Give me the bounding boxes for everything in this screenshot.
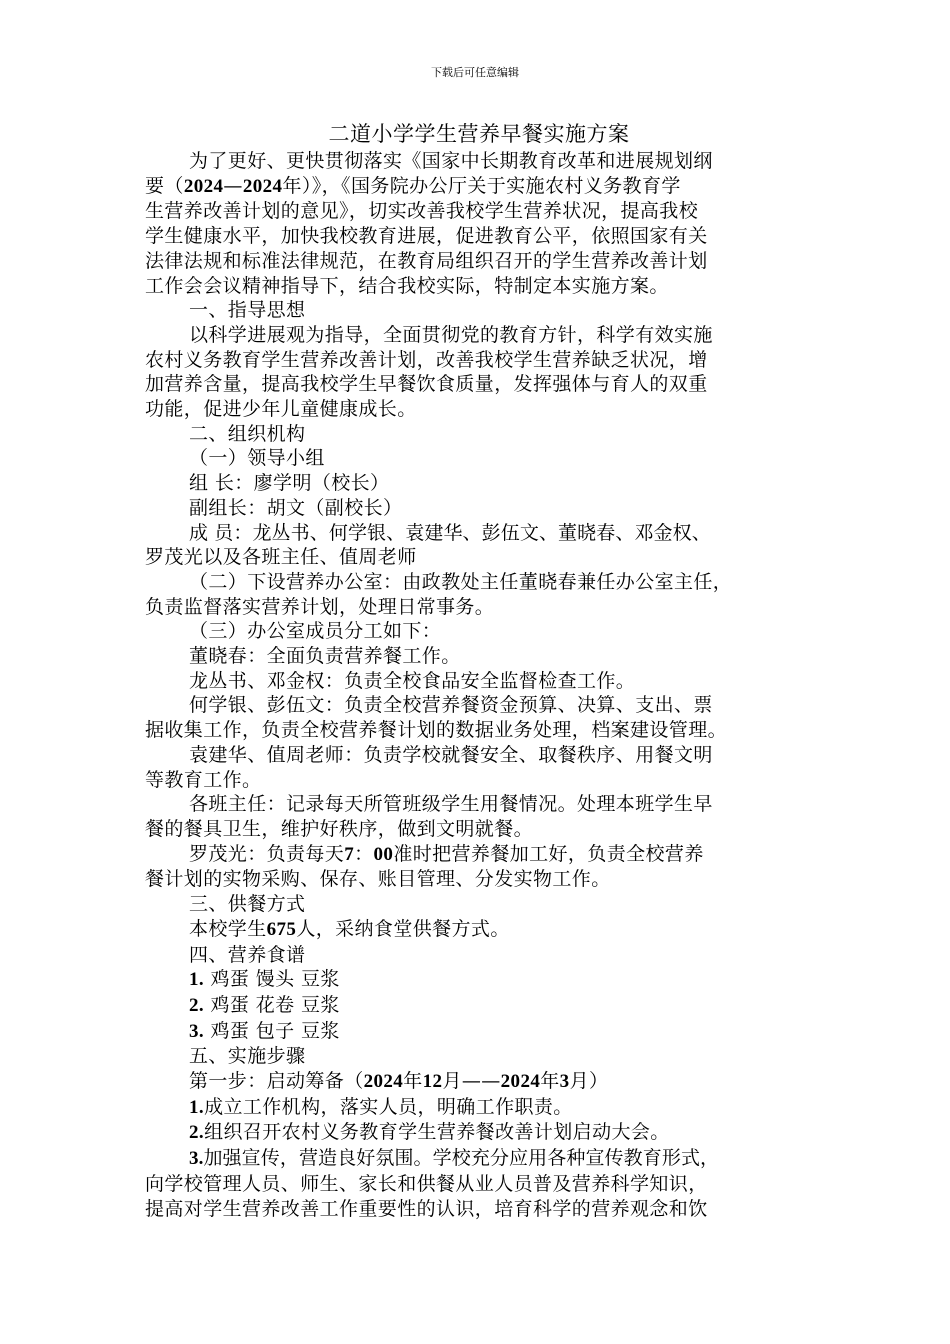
text-line: 向学校管理人员、师生、家长和供餐从业人员普及营养科学知识，: [145, 1172, 708, 1195]
document-body: [145, 120, 813, 1221]
text-line: 副组长：胡文（副校长）: [189, 496, 403, 519]
text-line: 一、指导思想: [189, 299, 306, 322]
text-line: 2. 鸡蛋 花卷 豆浆: [189, 993, 340, 1016]
text-line: 董晓春：全面负责营养餐工作。: [189, 645, 461, 668]
text-line: 四、营养食谱: [189, 943, 306, 966]
text-line: （三）办公室成员分工如下：: [189, 620, 442, 643]
text-line: 提高对学生营养改善工作重要性的认识，培育科学的营养观念和饮: [145, 1197, 708, 1220]
text-line: 组 长：廖学明（校长）: [189, 472, 390, 495]
text-line: 罗茂光：负责每天7：00准时把营养餐加工好，负责全校营养: [189, 842, 704, 865]
text-line: 罗茂光以及各班主任、值周老师: [145, 546, 417, 569]
text-line: 生营养改善计划的意见》，切实改善我校学生营养状况，提高我校: [145, 200, 699, 223]
document-lines: [145, 149, 813, 1221]
text-line: 法律法规和标准法律规范，在教育局组织召开的学生营养改善计划: [145, 249, 708, 272]
text-line: 学生健康水平，加快我校教育进展，促进教育公平，依照国家有关: [145, 225, 708, 248]
text-line: 第一步：启动筹备（2024年12月——2024年3月）: [189, 1070, 609, 1093]
text-line: 龙丛书、邓金权：负责全校食品安全监督检查工作。: [189, 669, 636, 692]
text-line: 加营养含量，提高我校学生早餐饮食质量，发挥强体与育人的双重: [145, 373, 708, 396]
text-line: 功能，促进少年儿童健康成长。: [145, 398, 417, 421]
text-line: 负责监督落实营养计划，处理日常事务。: [145, 595, 495, 618]
text-line: 据收集工作，负责全校营养餐计划的数据业务处理，档案建设管理。: [145, 719, 728, 742]
text-line: 为了更好、更快贯彻落实《国家中长期教育改革和进展规划纲: [189, 150, 713, 172]
text-line: 1.成立工作机构，落实人员，明确工作职责。: [189, 1095, 573, 1118]
text-line: 3. 鸡蛋 包子 豆浆: [189, 1019, 340, 1042]
text-line: 1. 鸡蛋 馒头 豆浆: [189, 968, 340, 991]
text-line: 工作会会议精神指导下，结合我校实际，特制定本实施方案。: [145, 274, 669, 297]
text-line: 本校学生675人，采纳食堂供餐方式。: [189, 917, 510, 940]
text-line: 五、实施步骤: [189, 1045, 306, 1068]
text-line: 成 员：龙丛书、何学银、袁建华、彭伍文、董晓春、邓金权、: [189, 521, 711, 544]
text-line: 何学银、彭伍文：负责全校营养餐资金预算、决算、支出、票: [189, 694, 713, 717]
text-line: 二、组织机构: [189, 422, 306, 445]
document-title: 二道小学学生营养早餐实施方案: [328, 122, 630, 146]
text-line: 餐的餐具卫生，维护好秩序，做到文明就餐。: [145, 817, 534, 840]
page-header-note: 下载后可任意编辑: [431, 66, 519, 79]
text-line: 餐计划的实物采购、保存、账目管理、分发实物工作。: [145, 868, 611, 891]
text-line: 要（2024—2024年）》，《国务院办公厅关于实施农村义务教育学: [145, 174, 681, 197]
text-line: 3.加强宣传，营造良好氛围。学校充分应用各种宣传教育形式，: [189, 1147, 720, 1170]
text-line: 以科学进展观为指导，全面贯彻党的教育方针，科学有效实施: [189, 323, 713, 346]
text-line: 各班主任：记录每天所管班级学生用餐情况。处理本班学生早: [189, 793, 713, 816]
text-line: 袁建华、值周老师：负责学校就餐安全、取餐秩序、用餐文明: [189, 743, 713, 766]
text-line: 农村义务教育学生营养改善计划，改善我校学生营养缺乏状况，增: [145, 348, 708, 371]
text-line: 三、供餐方式: [189, 893, 306, 916]
text-line: 等教育工作。: [145, 768, 262, 791]
text-line: （一）领导小组: [189, 447, 325, 470]
text-line: 2.组织召开农村义务教育学生营养餐改善计划启动大会。: [189, 1121, 670, 1144]
text-line: （二）下设营养办公室：由政教处主任董晓春兼任办公室主任，: [189, 570, 733, 593]
